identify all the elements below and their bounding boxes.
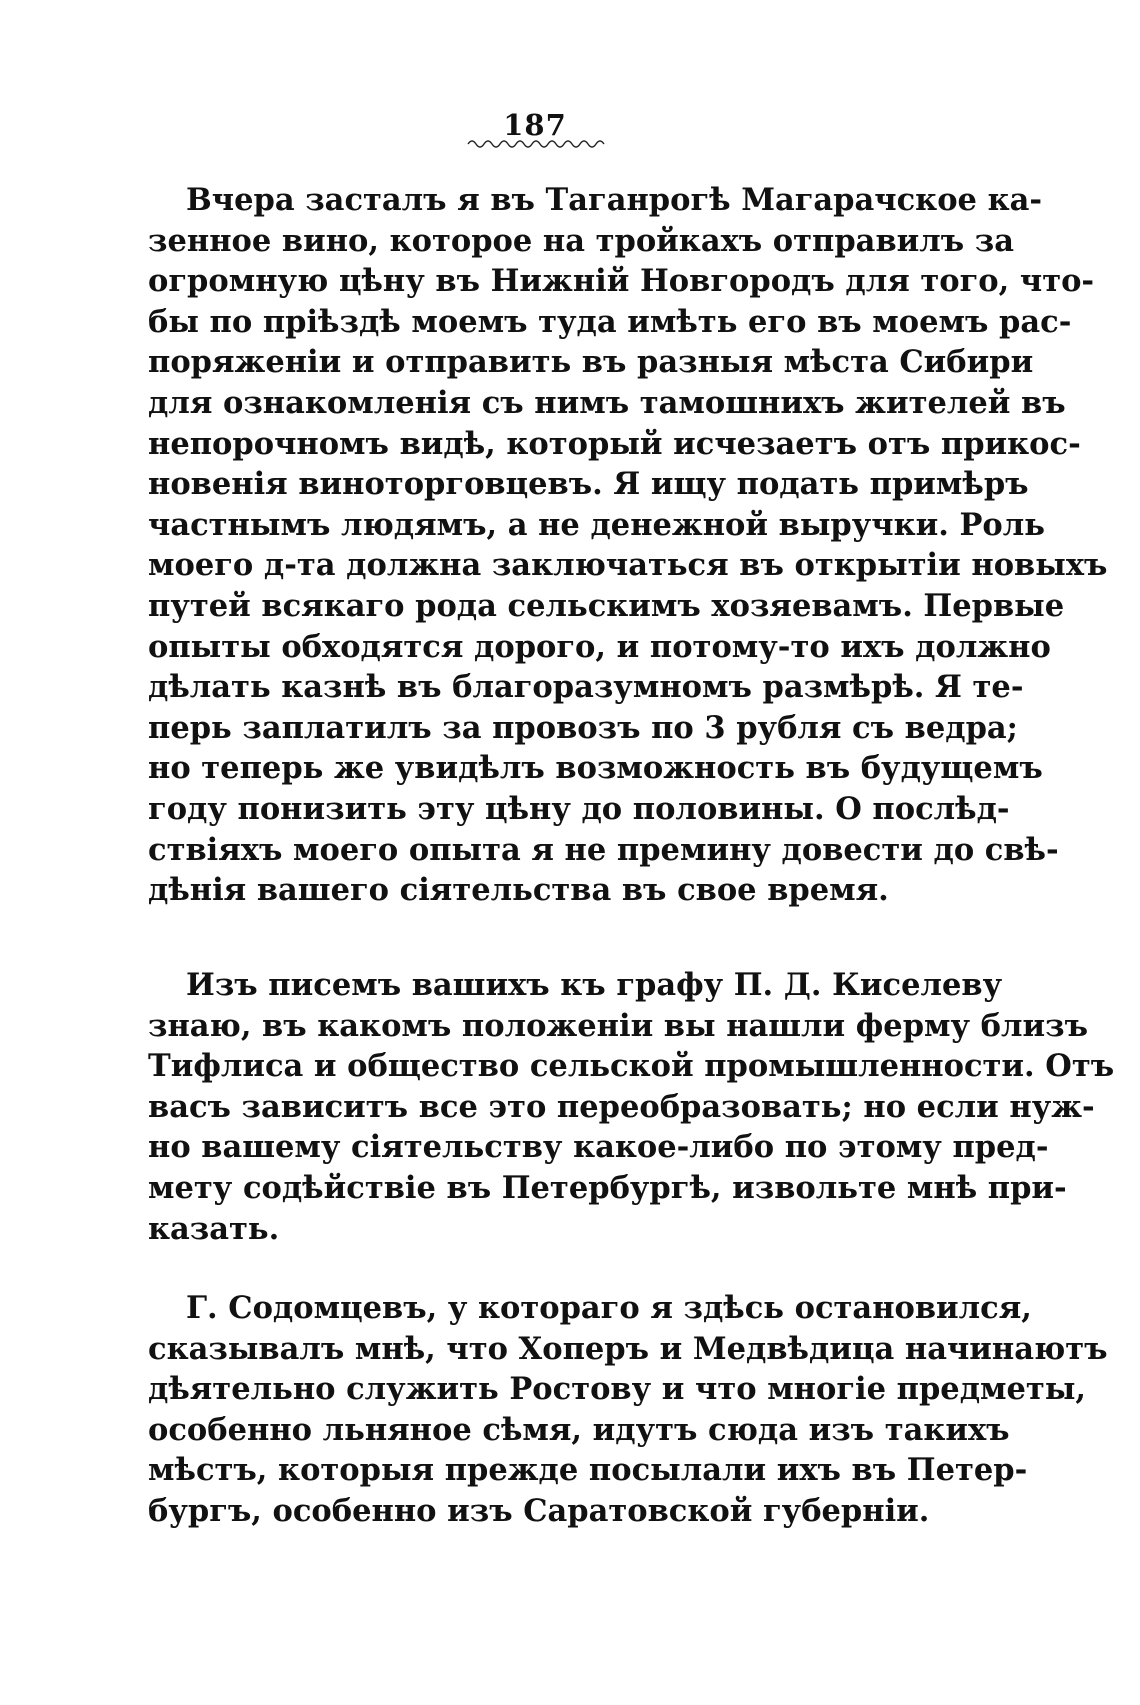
page-number-ornament — [466, 136, 606, 150]
paragraph-1 — [148, 180, 1108, 911]
text-line: Г. Содомцевъ, у котораго я здѣсь остановился, — [186, 1290, 1032, 1326]
text-line: ствіяхъ моего опыта я не премину довести до свѣ- — [148, 831, 1059, 868]
text-line: но теперь же увидѣлъ возможность въ будущемъ — [148, 750, 1043, 787]
text-line: опыты обходятся дорого, и потому-то ихъ должно — [148, 628, 1051, 665]
text-line: бургъ, особенно изъ Саратовской губерніи. — [148, 1492, 930, 1529]
text-line: мѣстъ, которыя прежде посылали ихъ въ Петер- — [148, 1452, 1028, 1489]
text-line: знаю, въ какомъ положеніи вы нашли ферму близъ — [148, 1007, 1089, 1044]
text-line: поряженіи и отправить въ разныя мѣста Сибири — [148, 344, 1034, 381]
text-line: казать. — [148, 1210, 280, 1247]
text-line: перь заплатилъ за провозъ по 3 рубля съ ведра; — [148, 709, 1018, 746]
text-line: васъ зависитъ все это переобразовать; но если нуж- — [148, 1088, 1095, 1125]
text-line: бы по пріѣздѣ моемъ туда имѣть его въ моемъ рас- — [148, 303, 1072, 340]
text-line: огромную цѣну въ Нижній Новгородъ для того, что- — [148, 263, 1095, 300]
text-line: сказывалъ мнѣ, что Хоперъ и Медвѣдица начинаютъ — [148, 1330, 1108, 1367]
text-line: мету содѣйствіе въ Петербургѣ, извольте мнѣ при- — [148, 1169, 1067, 1206]
text-line: Тифлиса и общество сельской промышленности. Отъ — [148, 1048, 1115, 1085]
text-line: для ознакомленія съ нимъ тамошнихъ жителей въ — [148, 384, 1066, 421]
text-line: Вчера засталъ я въ Таганрогѣ Магарачское ка- — [186, 182, 1043, 218]
text-line: дѣлать казнѣ въ благоразумномъ размѣрѣ. Я те- — [148, 669, 1024, 706]
text-line: дѣнія вашего сіятельства въ свое время. — [148, 872, 889, 909]
text-line: Изъ писемъ вашихъ къ графу П. Д. Киселеву — [186, 967, 1003, 1003]
text-line: дѣятельно служить Ростову и что многіе предметы, — [148, 1371, 1087, 1408]
text-line: особенно льняное сѣмя, идутъ сюда изъ такихъ — [148, 1411, 1010, 1448]
text-line: зенное вино, которое на тройкахъ отправилъ за — [148, 222, 1015, 259]
text-line: моего д-та должна заключаться въ открытіи новыхъ — [148, 547, 1108, 584]
text-line: путей всякаго рода сельскимъ хозяевамъ. Первые — [148, 587, 1065, 624]
paragraph-3 — [148, 1288, 1108, 1532]
text-line: году понизить эту цѣну до половины. О послѣд- — [148, 790, 1010, 827]
page-number: 187 — [503, 108, 567, 142]
paragraph-2 — [148, 965, 1115, 1249]
text-line: но вашему сіятельству какое-либо по этому пред- — [148, 1129, 1049, 1166]
text-line: частнымъ людямъ, а не денежной выручки. Роль — [148, 506, 1045, 543]
text-line: непорочномъ видѣ, который исчезаетъ отъ прикос- — [148, 425, 1081, 462]
text-line: новенія виноторговцевъ. Я ищу подать примѣръ — [148, 466, 1029, 503]
